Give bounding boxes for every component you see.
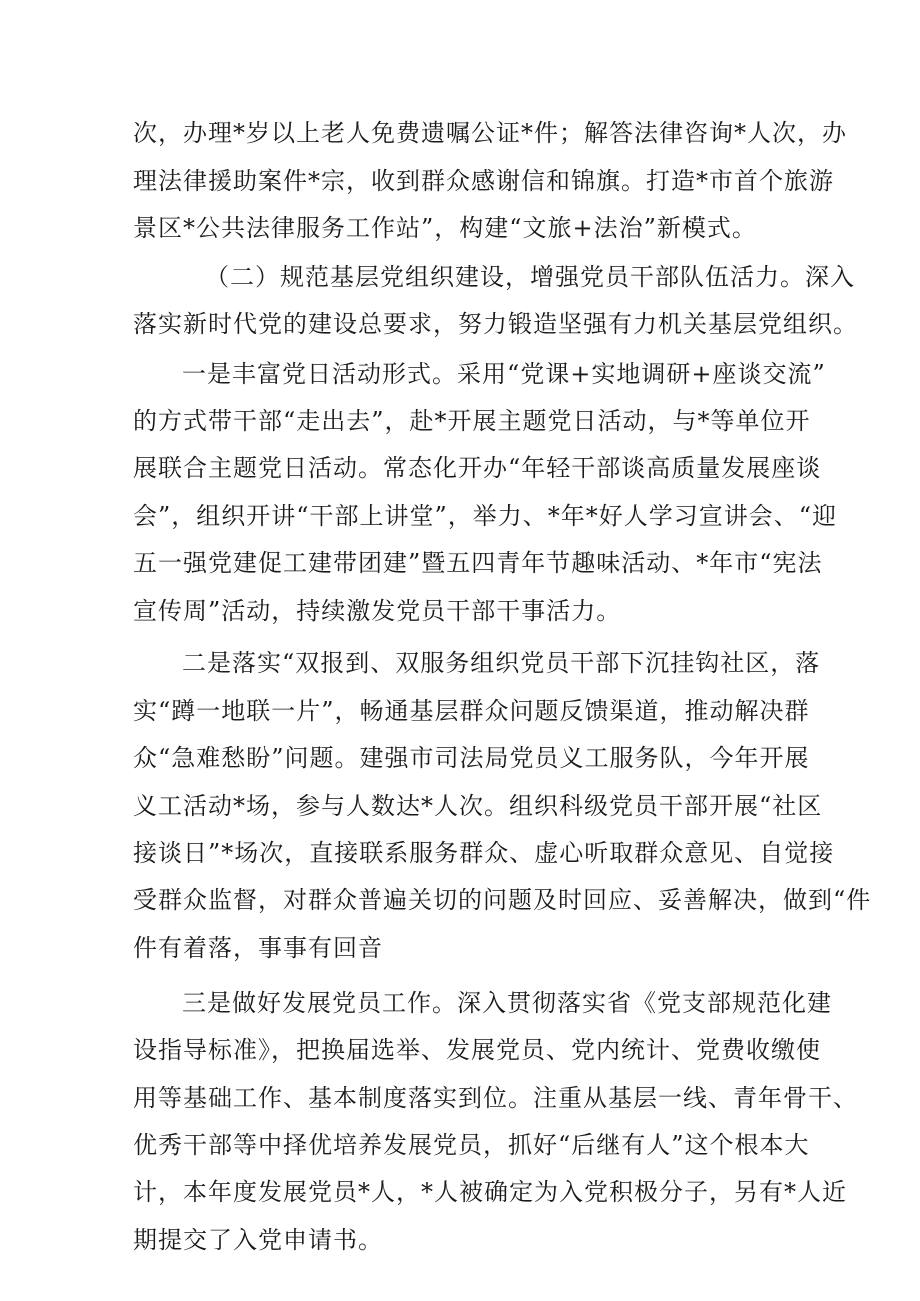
text-line: 五一强党建促工建带团建”暨五四青年节趣味活动、*年市“宪法 (133, 549, 823, 577)
text-line: 件有着落，事事有回音 (133, 934, 383, 962)
text-line: 计，本年度发展党员*人，*人被确定为入党积极分子，另有*人近 (133, 1178, 847, 1206)
text-line: 展联合主题党日活动。常态化开办“年轻干部谈高质量发展座谈 (133, 454, 822, 482)
text-line: 理法律援助案件*宗，收到群众感谢信和锦旗。打造*市首个旅游 (133, 167, 834, 195)
text-line: 会”，组织开讲“干部上讲堂”，举力、*年*好人学习宣讲会、“迎 (133, 502, 838, 530)
text-line: 受群众监督，对群众普遍关切的问题及时回应、妥善解决，做到“件 (133, 886, 872, 914)
text-line: 接谈日”*场次，直接联系服务群众、虚心听取群众意见、自觉接 (133, 839, 835, 867)
text-line: 众“急难愁盼”问题。建强市司法局党员义工服务队，今年开展 (133, 744, 810, 772)
text-line: 期提交了入党申请书。 (133, 1226, 383, 1254)
paragraph-first-line: 三是做好发展党员工作。深入贯彻落实省《党支部规范化建 (182, 989, 832, 1017)
text-line: 的方式带干部“走出去”，赴*开展主题党日活动，与*等单位开 (133, 407, 811, 435)
text-line: 次，办理*岁以上老人免费遗嘱公证*件；解答法律咨询*人次，办 (133, 119, 847, 147)
text-line: 宣传周”活动，持续激发党员干部干事活力。 (133, 597, 622, 625)
text-line: 实“蹲一地联一片”，畅通基层群众问题反馈渠道，推动解决群 (133, 697, 810, 725)
section-heading-line: 落实新时代党的建设总要求，努力锻造坚强有力机关基层党组织。 (133, 310, 858, 338)
paragraph-first-line: 二是落实“双报到、双服务组织党员干部下沉挂钩社区，落 (182, 649, 821, 677)
text-line: 优秀干部等中择优培养发展党员，抓好“后继有人”这个根本大 (133, 1131, 810, 1159)
section-heading-line: （二）规范基层党组织建设，增强党员干部队伍活力。深入 (205, 263, 855, 291)
text-line: 景区*公共法律服务工作站”，构建“文旅+法治”新模式。 (133, 214, 757, 242)
text-line: 用等基础工作、基本制度落实到位。注重从基层一线、青年骨干、 (133, 1084, 858, 1112)
paragraph-first-line: 一是丰富党日活动形式。采用“党课+实地调研+座谈交流” (182, 360, 826, 388)
text-line: 义工活动*场，参与人数达*人次。组织科级党员干部开展“社区 (133, 792, 823, 820)
text-line: 设指导标准》，把换届选举、发展党员、党内统计、党费收缴使 (133, 1036, 821, 1064)
